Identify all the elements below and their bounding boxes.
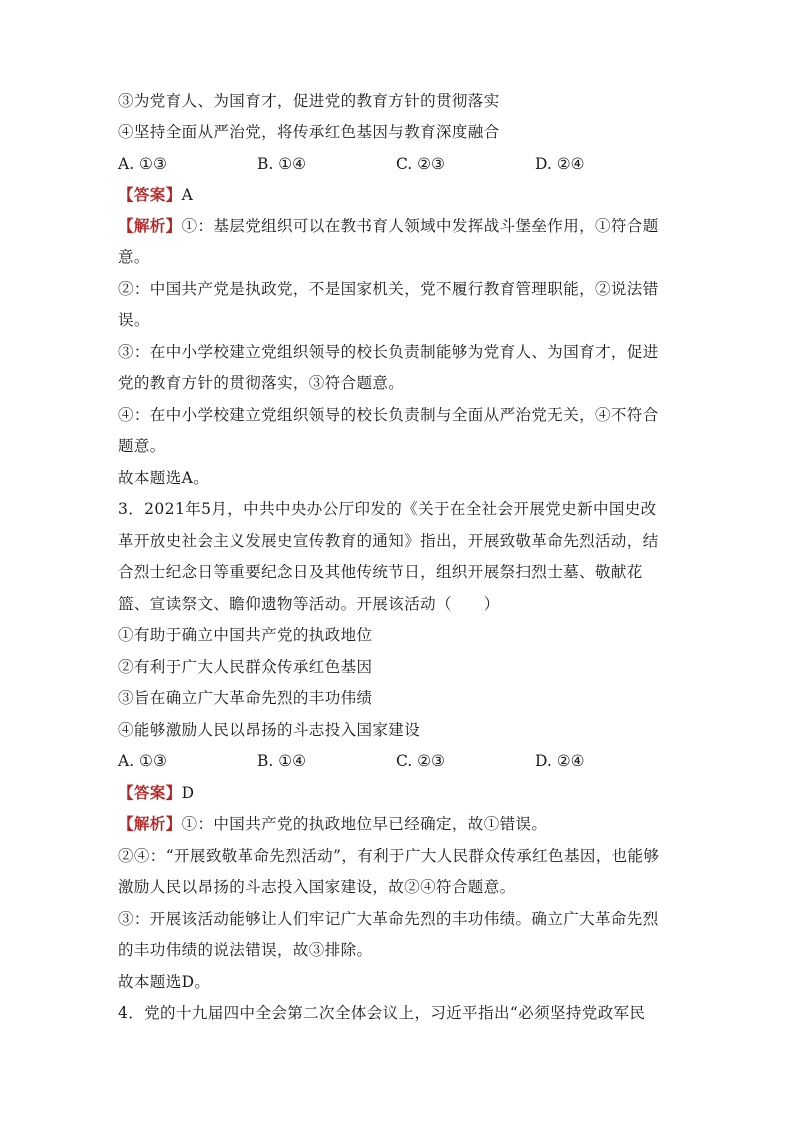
q2-answer-value: A	[181, 186, 194, 204]
q2-analysis-line-6: 党的教育方针的贯彻落实，③符合题意。	[118, 374, 405, 392]
q2-analysis-line-3: ②：中国共产党是执政党，不是国家机关，党不履行教育管理职能，②说法错	[118, 280, 659, 298]
q2-choice-a: A. ①③	[118, 155, 167, 173]
q3-answer-label: 【答案】	[118, 783, 182, 802]
q3-analysis-line-1: 【解析】①：中国共产党的执政地位早已经确定，故①错误。	[118, 814, 548, 833]
q3-stem-line-3: 合烈士纪念日等重要纪念日及其他传统节日，组织开展祭扫烈士墓、敬献花	[118, 563, 643, 581]
q3-statement-1: ①有助于确立中国共产党的执政地位	[118, 626, 373, 644]
q3-conclusion: 故本题选D。	[118, 973, 211, 991]
q2-answer	[118, 184, 193, 206]
q3-answer	[118, 782, 194, 804]
q2-statement-3: ③为党育人、为国育才，促进党的教育方针的贯彻落实	[118, 92, 500, 110]
q2-choice-b: B. ①④	[257, 155, 307, 173]
q2-analysis-label: 【解析】	[118, 216, 182, 235]
q3-answer-value: D	[181, 784, 195, 802]
q2-analysis-line-4: 误。	[118, 311, 150, 329]
q3-stem-line-2: 革开放史社会主义发展史宣传教育的通知》指出，开展致敬革命先烈活动，结	[118, 532, 659, 550]
q2-conclusion: 故本题选A。	[118, 469, 210, 487]
q2-analysis-line-7: ④：在中小学校建立党组织领导的校长负责制与全面从严治党无关，④不符合	[118, 406, 659, 424]
q3-analysis-line-4: ③：开展该活动能够让人们牢记广大革命先烈的丰功伟绩。确立广大革命先烈	[118, 910, 659, 928]
q2-analysis-line-5: ③：在中小学校建立党组织领导的校长负责制能够为党育人、为国育才，促进	[118, 343, 659, 361]
q2-analysis-line-1: 【解析】①：基层党组织可以在教书育人领域中发挥战斗堡垒作用，①符合题	[118, 216, 659, 235]
q3-choice-a: A. ①③	[118, 752, 167, 770]
q3-analysis-line-3: 激励人民以昂扬的斗志投入国家建设，故②④符合题意。	[118, 878, 516, 896]
q3-statement-3: ③旨在确立广大革命先烈的丰功伟绩	[118, 689, 373, 707]
q3-stem-line-4: 篮、宣读祭文、瞻仰遗物等活动。开展该活动（ ）	[118, 595, 500, 613]
q3-analysis-line-2: ②④：“开展致敬革命先烈活动”，有利于广大人民群众传承红色基因，也能够	[118, 847, 660, 865]
q3-choice-b: B. ①④	[257, 752, 307, 770]
q2-analysis-line-2: 意。	[118, 248, 150, 266]
q3-analysis-label: 【解析】	[118, 814, 182, 833]
q3-statement-2: ②有利于广大人民群众传承红色基因	[118, 658, 373, 676]
q2-analysis-line-8: 题意。	[118, 437, 166, 455]
q3-statement-4: ④能够激励人民以昂扬的斗志投入国家建设	[118, 721, 421, 739]
q3-choice-c: C. ②③	[396, 752, 445, 770]
q2-choice-c: C. ②③	[396, 155, 445, 173]
q3-analysis-line-5: 的丰功伟绩的说法错误，故③排除。	[118, 941, 373, 959]
q2-statement-4: ④坚持全面从严治党，将传承红色基因与教育深度融合	[118, 123, 500, 141]
q2-choice-d: D. ②④	[535, 155, 585, 173]
q3-stem-line-1: 3．2021年5月，中共中央办公厅印发的《关于在全社会开展党史新中国史改	[118, 500, 657, 518]
q4-stem-line-1: 4．党的十九届四中全会第二次全体会议上，习近平指出“必须坚持党政军民	[118, 1004, 646, 1022]
q2-answer-label: 【答案】	[118, 185, 182, 204]
q3-choice-d: D. ②④	[535, 752, 585, 770]
